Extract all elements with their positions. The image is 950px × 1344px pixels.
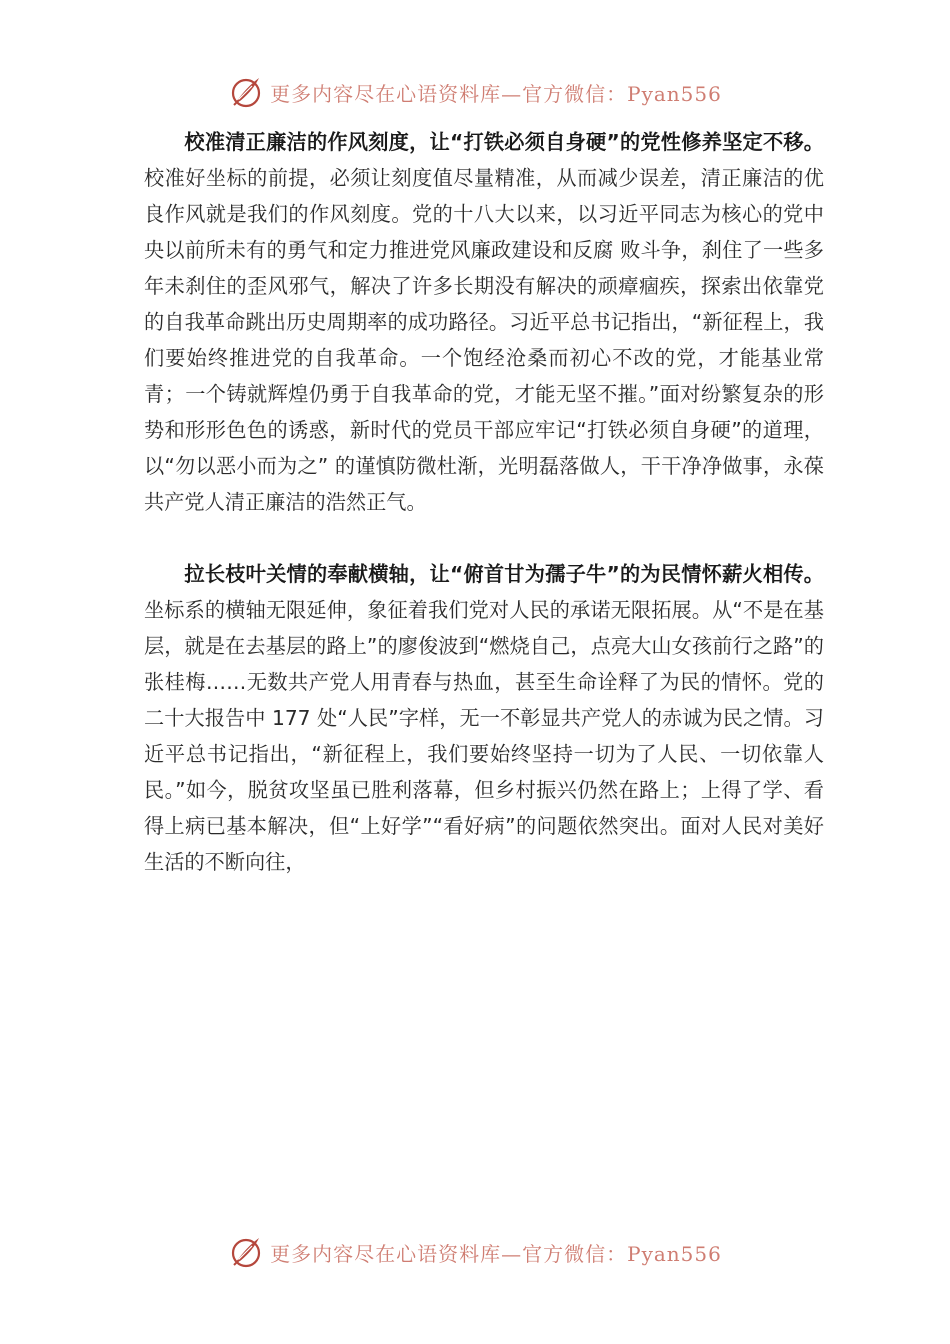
footer-banner-text: 更多内容尽在心语资料库—官方微信：Pyan556	[270, 1241, 722, 1266]
paragraph-1-lead: 校准清正廉洁的作风刻度，让“打铁必须自身硬”的党性修养坚定不移。	[184, 130, 824, 154]
paragraph-1	[144, 124, 824, 520]
quill-logo-icon	[228, 74, 264, 110]
paragraph-2-lead: 拉长枝叶关情的奉献横轴，让“俯首甘为孺子牛”的为民情怀薪火相传。	[184, 562, 824, 586]
footer-banner	[0, 1232, 950, 1272]
header-banner-text: 更多内容尽在心语资料库—官方微信：Pyan556	[270, 81, 722, 106]
paragraph-2	[144, 556, 824, 880]
paragraph-1-text: 校准好坐标的前提，必须让刻度值尽量精准，从而减少误差，清正廉洁的优良作风就是我们的作风刻度。党的十八大以来，以习近平同志为核心的党中央以前所未有的勇气和定力推进党风廉政建设和反腐 败斗争，刹住了一些多年未刹住的歪风邪气，解决了许多长期没有解决的顽瘴痼疾，探索出依靠党的自我革命跳出历史周期率的成功路径。习近平总书记指出，“新征程上，我们要始终推进党的自我革命。一个饱经沧桑而初心不改的党，才能基业常青；一个铸就辉煌仍勇于自我革命的党，才能无坚不摧。”面对纷繁复杂的形势和形形色色的诱惑，新时代的党员干部应牢记“打铁必须自身硬”的道理，以“勿以恶小而为之” 的谨慎防微杜渐，光明磊落做人，干干净净做事，永葆共产党人清正廉洁的浩然正气。	[144, 166, 824, 514]
quill-logo-icon	[228, 1234, 264, 1270]
header-banner	[0, 72, 950, 112]
paragraph-2-text: 坐标系的横轴无限延伸，象征着我们党对人民的承诺无限拓展。从“不是在基层，就是在去基层的路上”的廖俊波到“燃烧自己，点亮大山女孩前行之路”的张桂梅……无数共产党人用青春与热血，甚至生命诠释了为民的情怀。党的二十大报告中 177 处“人民”字样，无一不彰显共产党人的赤诚为民之情。习近平总书记指出，“新征程上，我们要始终坚持一切为了人民、一切依靠人民。”如今，脱贫攻坚虽已胜利落幕，但乡村振兴仍然在路上；上得了学、看得上病已基本解决，但“上好学”“看好病”的问题依然突出。面对人民对美好生活的不断向往，	[144, 598, 824, 874]
article-body	[144, 124, 824, 880]
